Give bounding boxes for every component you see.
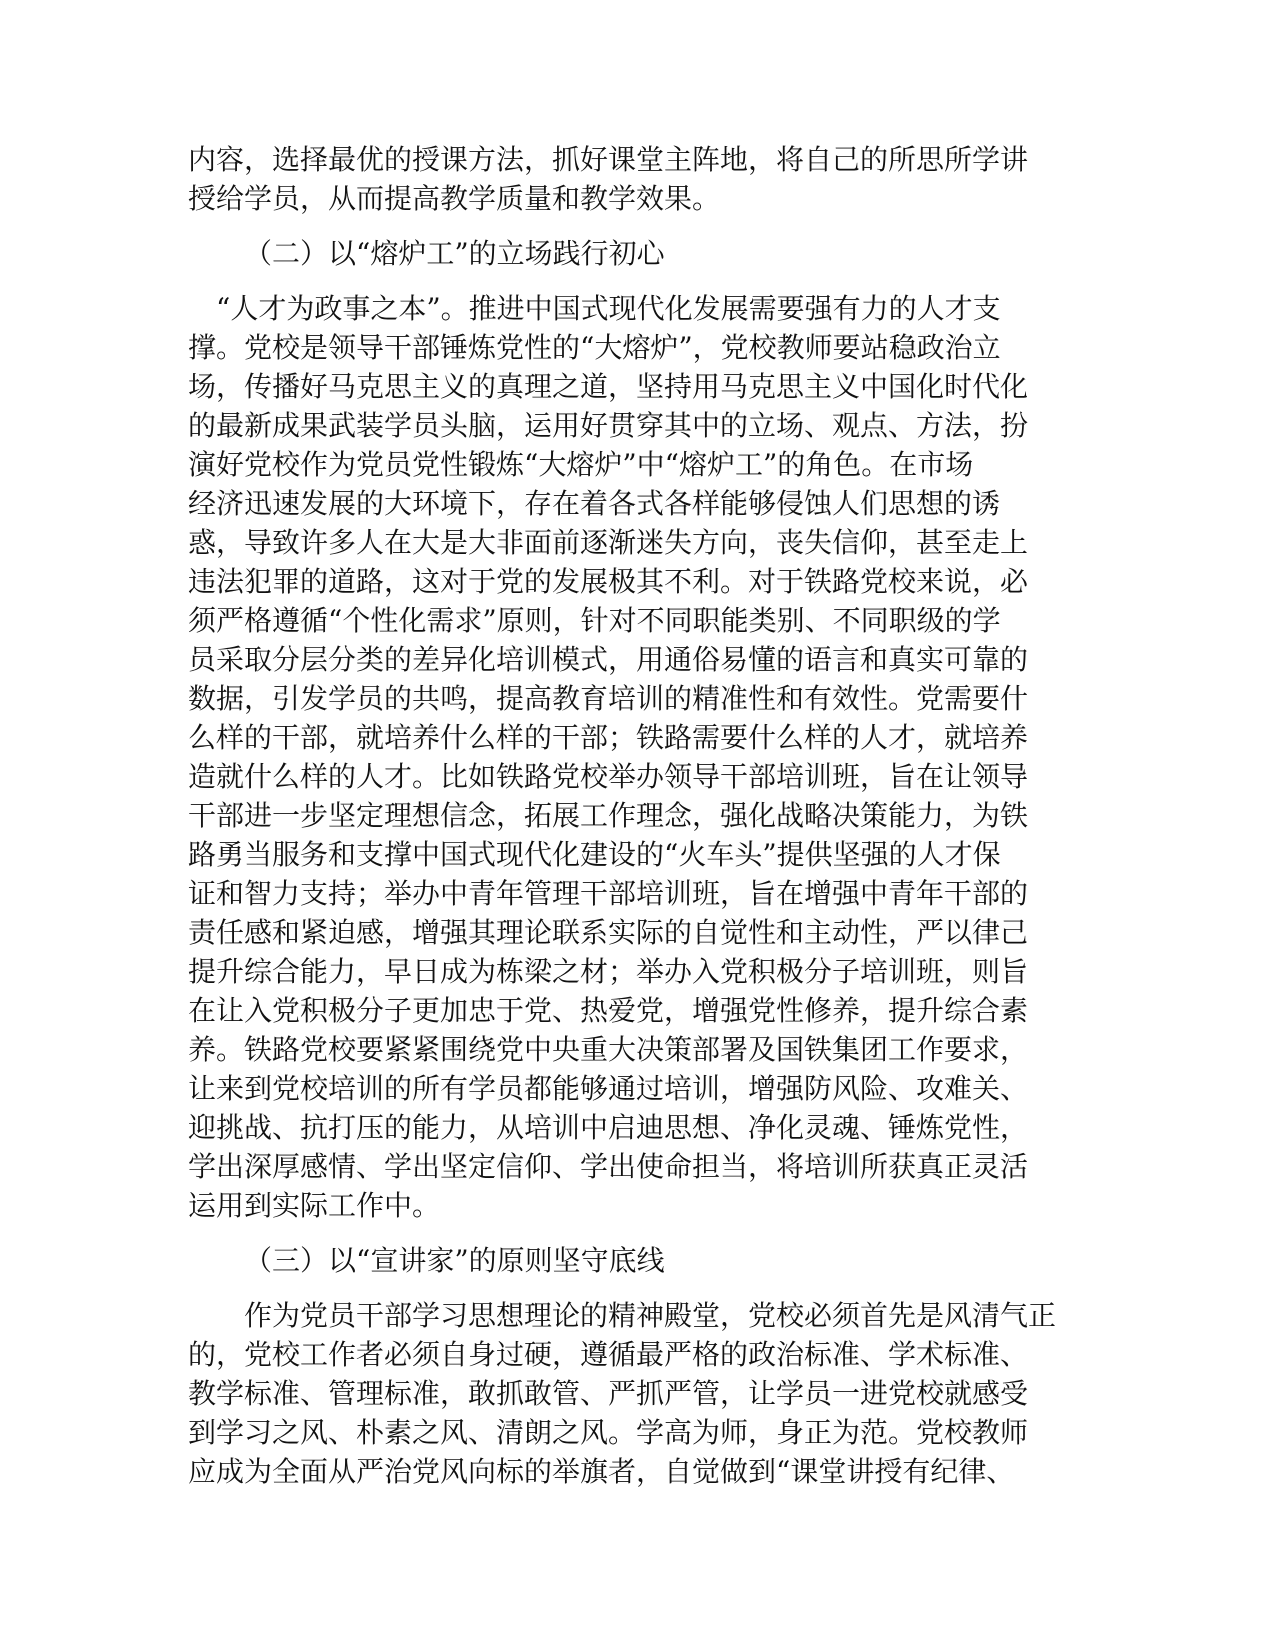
text-line: 造就什么样的人才。比如铁路党校举办领导干部培训班，旨在让领导 (188, 760, 1029, 793)
document-body (188, 140, 1088, 1491)
text-line: 养。铁路党校要紧紧围绕党中央重大决策部署及国铁集团工作要求， (188, 1033, 1029, 1066)
text-line: 运用到实际工作中。 (188, 1189, 441, 1222)
paragraph-2 (188, 289, 1088, 1225)
text-line: 的最新成果武装学员头脑，运用好贯穿其中的立场、观点、方法，扮 (188, 409, 1029, 442)
text-line: 学出深厚感情、学出坚定信仰、学出使命担当，将培训所获真正灵活 (188, 1150, 1029, 1183)
text-line: 内容，选择最优的授课方法，抓好课堂主阵地，将自己的所思所学讲 (188, 143, 1029, 176)
section-heading-2: （二）以“熔炉工”的立场践行初心 (244, 237, 665, 270)
text-line: 让来到党校培训的所有学员都能够通过培训，增强防风险、攻难关、 (188, 1072, 1029, 1105)
text-line: 场，传播好马克思主义的真理之道，坚持用马克思主义中国化时代化 (188, 370, 1029, 403)
section-heading-3: （三）以“宣讲家”的原则坚守底线 (244, 1244, 665, 1277)
text-line: 惑，导致许多人在大是大非面前逐渐迷失方向，丧失信仰，甚至走上 (188, 526, 1029, 559)
text-line: 数据，引发学员的共鸣，提高教育培训的精准性和有效性。党需要什 (188, 682, 1029, 715)
text-line: 教学标准、管理标准，敢抓敢管、严抓严管，让学员一进党校就感受 (188, 1377, 1029, 1410)
text-line: 干部进一步坚定理想信念，拓展工作理念，强化战略决策能力，为铁 (188, 799, 1029, 832)
continuation-paragraph (188, 140, 1088, 218)
text-line: 到学习之风、朴素之风、清朗之风。学高为师，身正为范。党校教师 (188, 1416, 1029, 1449)
text-line: 应成为全面从严治党风向标的举旗者，自觉做到“课堂讲授有纪律、 (188, 1455, 1015, 1488)
text-line: 路勇当服务和支撑中国式现代化建设的“火车头”提供坚强的人才保 (188, 838, 1001, 871)
text-line: 责任感和紧迫感，增强其理论联系实际的自觉性和主动性，严以律己 (188, 916, 1029, 949)
text-line: 经济迅速发展的大环境下，存在着各式各样能够侵蚀人们思想的诱 (188, 487, 1001, 520)
text-line: 撑。党校是领导干部锤炼党性的“大熔炉”，党校教师要站稳政治立 (188, 331, 1001, 364)
text-line: 违法犯罪的道路，这对于党的发展极其不利。对于铁路党校来说，必 (188, 565, 1029, 598)
text-line: 迎挑战、抗打压的能力，从培训中启迪思想、净化灵魂、锤炼党性， (188, 1111, 1029, 1144)
text-line: “人才为政事之本”。推进中国式现代化发展需要强有力的人才支 (216, 292, 1001, 325)
text-line: 证和智力支持；举办中青年管理干部培训班，旨在增强中青年干部的 (188, 877, 1029, 910)
text-line: 作为党员干部学习思想理论的精神殿堂，党校必须首先是风清气正 (188, 1299, 1057, 1332)
text-line: 授给学员，从而提高教学质量和教学效果。 (188, 182, 721, 215)
paragraph-3 (188, 1296, 1088, 1491)
text-line: 的，党校工作者必须自身过硬，遵循最严格的政治标准、学术标准、 (188, 1338, 1029, 1371)
text-line: 么样的干部，就培养什么样的干部；铁路需要什么样的人才，就培养 (188, 721, 1029, 754)
text-line: 演好党校作为党员党性锻炼“大熔炉”中“熔炉工”的角色。在市场 (188, 448, 974, 481)
text-line: 员采取分层分类的差异化培训模式，用通俗易懂的语言和真实可靠的 (188, 643, 1029, 676)
text-line: 在让入党积极分子更加忠于党、热爱党，增强党性修养，提升综合素 (188, 994, 1029, 1027)
text-line: 须严格遵循“个性化需求”原则，针对不同职能类别、不同职级的学 (188, 604, 1001, 637)
text-line: 提升综合能力，早日成为栋梁之材；举办入党积极分子培训班，则旨 (188, 955, 1029, 988)
